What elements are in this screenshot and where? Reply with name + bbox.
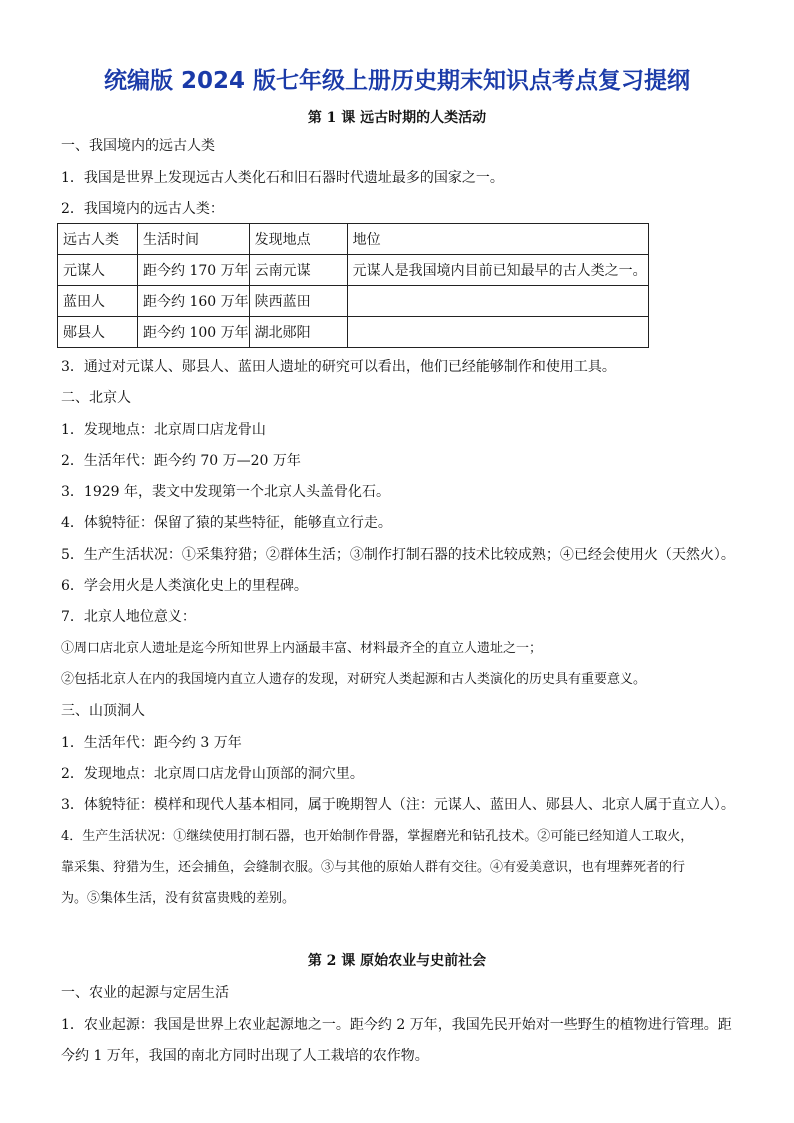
paragraph: 7．北京人地位意义： <box>61 609 196 625</box>
table-cell <box>347 317 648 348</box>
section-title: 一、农业的起源与定居生活 <box>61 985 229 1001</box>
lesson1-heading: 第 1 课 远古时期的人类活动 <box>307 110 487 126</box>
section-title: 二、北京人 <box>61 390 131 406</box>
paragraph: 1．生活年代：距今约 3 万年 <box>61 735 242 751</box>
table-cell: 云南元谋 <box>249 255 347 286</box>
table-row <box>58 255 649 286</box>
paragraph: 3．通过对元谋人、郧县人、蓝田人遗址的研究可以看出，他们已经能够制作和使用工具。 <box>61 359 616 375</box>
paragraph: 2．我国境内的远古人类： <box>61 201 224 217</box>
table-cell: 蓝田人 <box>58 286 138 317</box>
table-cell <box>347 286 648 317</box>
paragraph: 1．农业起源：我国是世界上农业起源地之一。距今约 2 万年，我国先民开始对一些野生的植物进行管理。距 <box>61 1017 732 1033</box>
table-row <box>58 317 649 348</box>
table-header-cell: 地位 <box>347 224 648 255</box>
table-cell: 距今约 170 万年 <box>138 255 250 286</box>
paragraph: 5．生产生活状况：①采集狩猎；②群体生活；③制作打制石器的技术比较成熟；④已经会使用火（天然火）。 <box>61 547 735 563</box>
ancient-humans-table <box>57 223 649 348</box>
paragraph: 4．生产生活状况：①继续使用打制石器，也开始制作骨器，掌握磨光和钻孔技术。②可能已经知道人工取火， <box>61 829 694 844</box>
paragraph: 靠采集、狩猎为生，还会捕鱼，会缝制衣服。③与其他的原始人群有交往。④有爱美意识，也有埋葬死者的行 <box>61 860 686 875</box>
section-title: 一、我国境内的远古人类 <box>61 138 215 154</box>
paragraph: 1．发现地点：北京周口店龙骨山 <box>61 422 266 438</box>
table-header-cell: 远古人类 <box>58 224 138 255</box>
paragraph: 为。⑤集体生活，没有贫富贵贱的差别。 <box>61 891 296 906</box>
table-cell: 元谋人 <box>58 255 138 286</box>
table-header-row <box>58 224 649 255</box>
table-header-cell: 生活时间 <box>138 224 250 255</box>
table-header-cell: 发现地点 <box>249 224 347 255</box>
table-cell: 距今约 100 万年 <box>138 317 250 348</box>
lesson2-heading: 第 2 课 原始农业与史前社会 <box>307 953 487 969</box>
paragraph: ①周口店北京人遗址是迄今所知世界上内涵最丰富、材料最齐全的直立人遗址之一； <box>61 641 543 656</box>
table-cell: 距今约 160 万年 <box>138 286 250 317</box>
paragraph: 1．我国是世界上发现远古人类化石和旧石器时代遗址最多的国家之一。 <box>61 170 504 186</box>
table-row <box>58 286 649 317</box>
paragraph: 3．1929 年，裴文中发现第一个北京人头盖骨化石。 <box>61 484 390 500</box>
paragraph: 2．生活年代：距今约 70 万—20 万年 <box>61 453 301 469</box>
section-title: 三、山顶洞人 <box>61 703 145 719</box>
paragraph: 2．发现地点：北京周口店龙骨山顶部的洞穴里。 <box>61 766 364 782</box>
paragraph: 6．学会用火是人类演化史上的里程碑。 <box>61 578 308 594</box>
paragraph: 3．体貌特征：模样和现代人基本相同，属于晚期智人（注：元谋人、蓝田人、郧县人、北京人属于直立人）。 <box>61 797 735 813</box>
document-title: 统编版 2024 版七年级上册历史期末知识点考点复习提纲 <box>103 68 691 94</box>
table-cell: 湖北郧阳 <box>249 317 347 348</box>
paragraph: 今约 1 万年，我国的南北方同时出现了人工栽培的农作物。 <box>61 1048 429 1064</box>
paragraph: 4．体貌特征：保留了猿的某些特征，能够直立行走。 <box>61 515 392 531</box>
paragraph: ②包括北京人在内的我国境内直立人遗存的发现，对研究人类起源和古人类演化的历史具有重要意义。 <box>61 672 647 687</box>
table-cell: 陕西蓝田 <box>249 286 347 317</box>
table-cell: 郧县人 <box>58 317 138 348</box>
table-cell: 元谋人是我国境内目前已知最早的古人类之一。 <box>347 255 648 286</box>
